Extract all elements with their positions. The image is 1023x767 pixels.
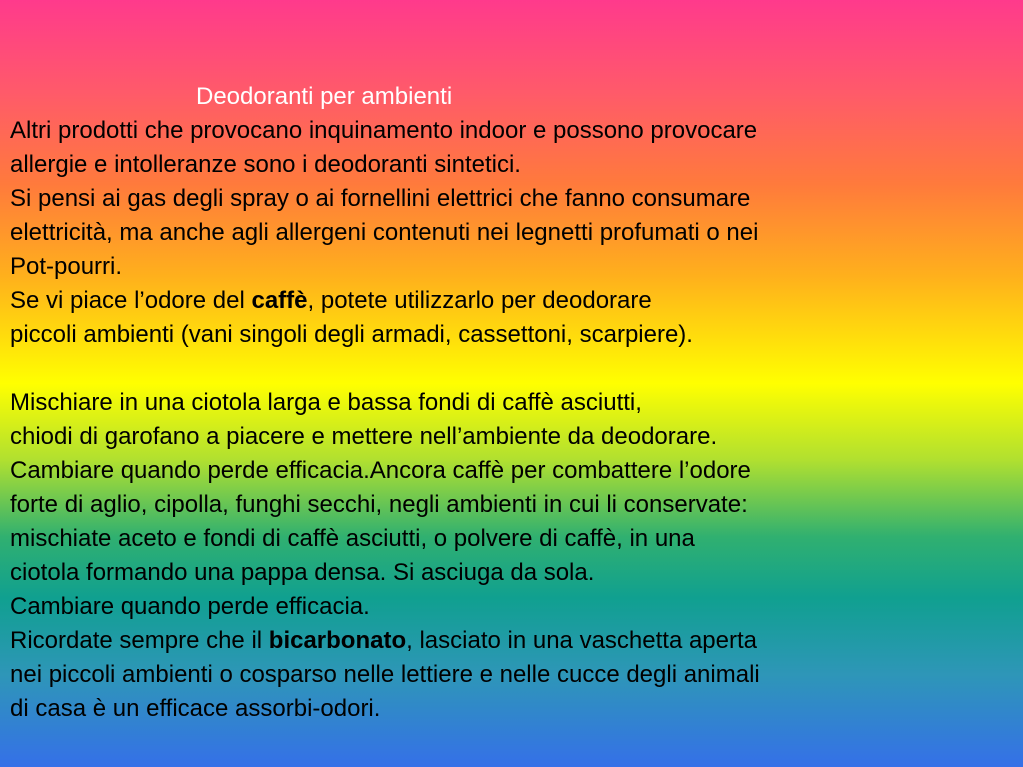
text-line: Altri prodotti che provocano inquinamento indoor e possono provocare bbox=[10, 117, 758, 144]
slide-title: Deodoranti per ambienti bbox=[196, 83, 453, 110]
text-line: mischiate aceto e fondi di caffè asciutti, o polvere di caffè, in una bbox=[10, 525, 695, 552]
text-line: allergie e intolleranze sono i deodoranti sintetici. bbox=[10, 151, 521, 178]
text-segment: Se vi piace l’odore del bbox=[10, 287, 252, 314]
text-line: di casa è un efficace assorbi-odori. bbox=[10, 695, 381, 722]
text-line: Si pensi ai gas degli spray o ai fornellini elettrici che fanno consumare bbox=[10, 185, 751, 212]
text-line: Mischiare in una ciotola larga e bassa fondi di caffè asciutti, bbox=[10, 389, 642, 416]
text-line: Pot-pourri. bbox=[10, 253, 123, 280]
text-line: Cambiare quando perde efficacia. bbox=[10, 593, 370, 620]
text-line-caffe bbox=[10, 284, 1015, 318]
text-line-bicarbonato bbox=[10, 624, 1015, 658]
blank-line bbox=[10, 352, 1015, 386]
bold-term-caffe: caffè bbox=[251, 287, 308, 314]
text-line: elettricità, ma anche agli allergeni contenuti nei legnetti profumati o nei bbox=[10, 219, 759, 246]
text-segment: Ricordate sempre che il bbox=[10, 627, 269, 654]
text-line: Cambiare quando perde efficacia.Ancora caffè per combattere l’odore bbox=[10, 457, 751, 484]
text-line: chiodi di garofano a piacere e mettere nell’ambiente da deodorare. bbox=[10, 423, 718, 450]
text-line: forte di aglio, cipolla, funghi secchi, negli ambienti in cui li conservate: bbox=[10, 491, 748, 518]
text-line: nei piccoli ambienti o cosparso nelle lettiere e nelle cucce degli animali bbox=[10, 661, 760, 688]
text-line: piccoli ambienti (vani singoli degli armadi, cassettoni, scarpiere). bbox=[10, 321, 693, 348]
text-segment: , lasciato in una vaschetta aperta bbox=[406, 627, 758, 654]
body-text bbox=[10, 114, 1015, 726]
text-segment: , potete utilizzarlo per deodorare bbox=[307, 287, 652, 314]
bold-term-bicarbonato: bicarbonato bbox=[268, 627, 407, 654]
text-line: ciotola formando una pappa densa. Si asciuga da sola. bbox=[10, 559, 595, 586]
